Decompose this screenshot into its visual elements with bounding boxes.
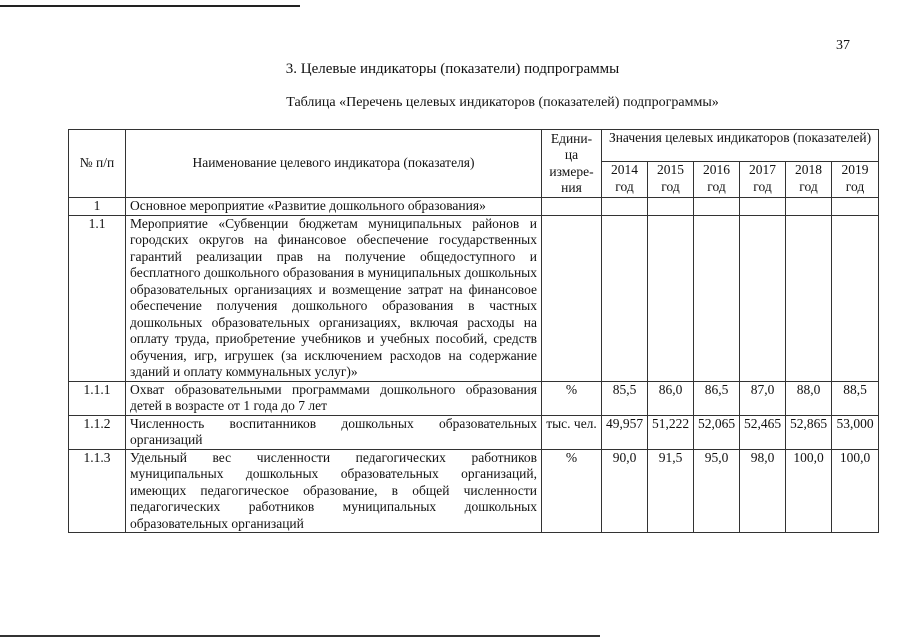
header-year: 2017 год (740, 162, 786, 198)
table-row (69, 215, 879, 381)
row-value (648, 198, 694, 216)
row-value: 49,957 (602, 415, 648, 449)
table-row (69, 449, 879, 533)
row-value: 51,222 (648, 415, 694, 449)
row-value: 98,0 (740, 449, 786, 533)
table-caption: Таблица «Перечень целевых индикаторов (показателей) подпрограммы» (286, 95, 719, 110)
row-value: 100,0 (786, 449, 832, 533)
header-unit: Едини-ца измере-ния (542, 130, 602, 198)
row-name: Удельный вес численности педагогических работников муниципальных дошкольных образовательных организаций, имеющих педагогическое образование, в общей численности педагогических работников муниципальных дошкольных образовательных организаций (126, 449, 542, 533)
row-value: 53,000 (832, 415, 879, 449)
row-value (694, 215, 740, 381)
row-unit: тыс. чел. (542, 415, 602, 449)
row-value: 52,465 (740, 415, 786, 449)
row-value (786, 215, 832, 381)
row-value: 52,865 (786, 415, 832, 449)
table-row (69, 381, 879, 415)
row-value: 95,0 (694, 449, 740, 533)
row-value (694, 198, 740, 216)
row-name: Основное мероприятие «Развитие дошкольного образования» (126, 198, 542, 216)
row-value (602, 198, 648, 216)
row-value: 85,5 (602, 381, 648, 415)
row-num: 1 (69, 198, 126, 216)
bottom-rule (0, 635, 600, 637)
header-year: 2018 год (786, 162, 832, 198)
indicators-table (68, 129, 879, 533)
header-row (69, 130, 879, 162)
row-unit: % (542, 381, 602, 415)
row-name: Численность воспитанников дошкольных образовательных организаций (126, 415, 542, 449)
row-num: 1.1.2 (69, 415, 126, 449)
row-value: 88,0 (786, 381, 832, 415)
row-value (786, 198, 832, 216)
row-value: 88,5 (832, 381, 879, 415)
row-value: 87,0 (740, 381, 786, 415)
row-value: 100,0 (832, 449, 879, 533)
row-value: 86,5 (694, 381, 740, 415)
header-num: № п/п (69, 130, 126, 198)
row-unit: % (542, 449, 602, 533)
table-row (69, 198, 879, 216)
header-name: Наименование целевого индикатора (показателя) (126, 130, 542, 198)
row-num: 1.1.1 (69, 381, 126, 415)
row-value: 86,0 (648, 381, 694, 415)
row-value (648, 215, 694, 381)
row-value (832, 198, 879, 216)
header-year: 2015 год (648, 162, 694, 198)
row-num: 1.1 (69, 215, 126, 381)
row-name: Охват образовательными программами дошкольного образования детей в возрасте от 1 года до 7 лет (126, 381, 542, 415)
row-unit (542, 198, 602, 216)
header-year: 2014 год (602, 162, 648, 198)
row-value (602, 215, 648, 381)
row-unit (542, 215, 602, 381)
row-value (740, 198, 786, 216)
section-heading: 3. Целевые индикаторы (показатели) подпрограммы (285, 61, 620, 77)
row-value (740, 215, 786, 381)
top-rule (0, 5, 300, 7)
row-name: Мероприятие «Субвенции бюджетам муниципальных районов и городских округов на финансовое обеспечение государственных гарантий реализации прав на получение общедоступного и бесплатного дошкольного образования в муниципальных дошкольных образовательных организациях и возмещение затрат на финансовое обеспечение получения дошкольного образования в частных дошкольных образовательных организациях, включая расходы на оплату труда, приобретение учебников и учебных пособий, средств обучения, игр, игрушек (за исключением расходов на содержание зданий и оплату коммунальных услуг)» (126, 215, 542, 381)
row-value (832, 215, 879, 381)
row-num: 1.1.3 (69, 449, 126, 533)
page-number: 37 (836, 38, 850, 53)
row-value: 90,0 (602, 449, 648, 533)
header-values-group: Значения целевых индикаторов (показателей) (602, 130, 879, 162)
header-year: 2019 год (832, 162, 879, 198)
row-value: 91,5 (648, 449, 694, 533)
row-value: 52,065 (694, 415, 740, 449)
table-row (69, 415, 879, 449)
header-year: 2016 год (694, 162, 740, 198)
